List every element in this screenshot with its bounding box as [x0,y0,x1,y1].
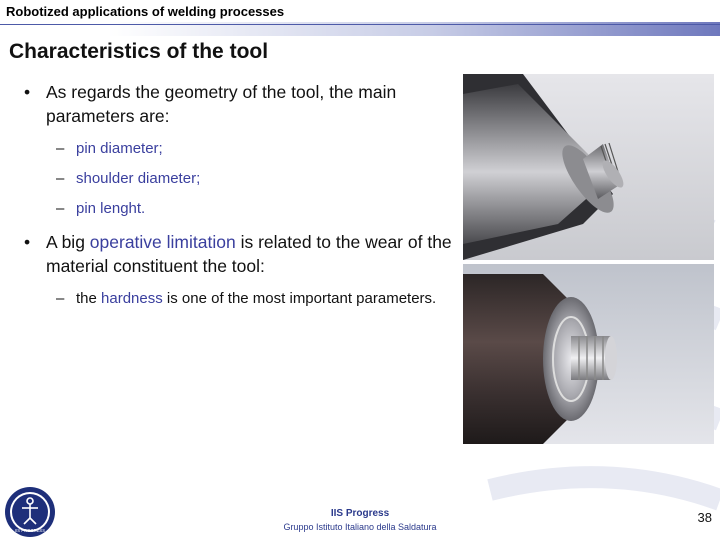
bullet-text-post: is related to the wear of the material constituent the tool: [46,232,452,276]
tool-photo-closeup [463,264,714,444]
bullet-text: As regards the geometry of the tool, the main parameters are: [46,82,397,126]
subitem-text-post: is one of the most important parameters. [162,290,437,307]
page-number: 38 [697,510,712,525]
dash-marker: – [56,140,65,157]
iis-logo-icon [4,486,56,538]
bullet-dot: • [24,232,31,252]
footer-subtitle: Gruppo Istituto Italiano della Saldatura [283,522,437,532]
bullet-dot: • [24,82,31,102]
subitem-pin-length [20,198,460,220]
footer-organization: IIS Progress [330,508,390,519]
dash-marker: – [56,290,65,307]
subitem-text-pre: the [76,290,102,307]
dash-marker: – [56,170,65,187]
slide-title: Characteristics of the tool [9,40,269,63]
logo-text: IIS PROGRESS [14,528,46,533]
subitem-text: pin diameter; [76,140,163,157]
bullet-text-pre: A big [46,232,90,252]
subitem-shoulder-diameter [20,168,460,190]
subitem-pin-diameter [20,138,460,160]
subitem-text: shoulder diameter; [76,170,201,187]
bullet-geometry [20,80,460,128]
header-rule [0,24,720,25]
slide-content [20,80,460,318]
subitem-hardness [20,288,460,310]
bullet-operative-limitation [20,230,460,278]
highlight-hardness: hardness [101,290,163,307]
subitem-text: pin lenght. [76,200,146,217]
dash-marker: – [56,200,65,217]
tool-photo-side [463,74,714,260]
presentation-title: Robotized applications of welding processes [6,4,285,19]
highlight-operative-limitation: operative limitation [89,232,236,252]
